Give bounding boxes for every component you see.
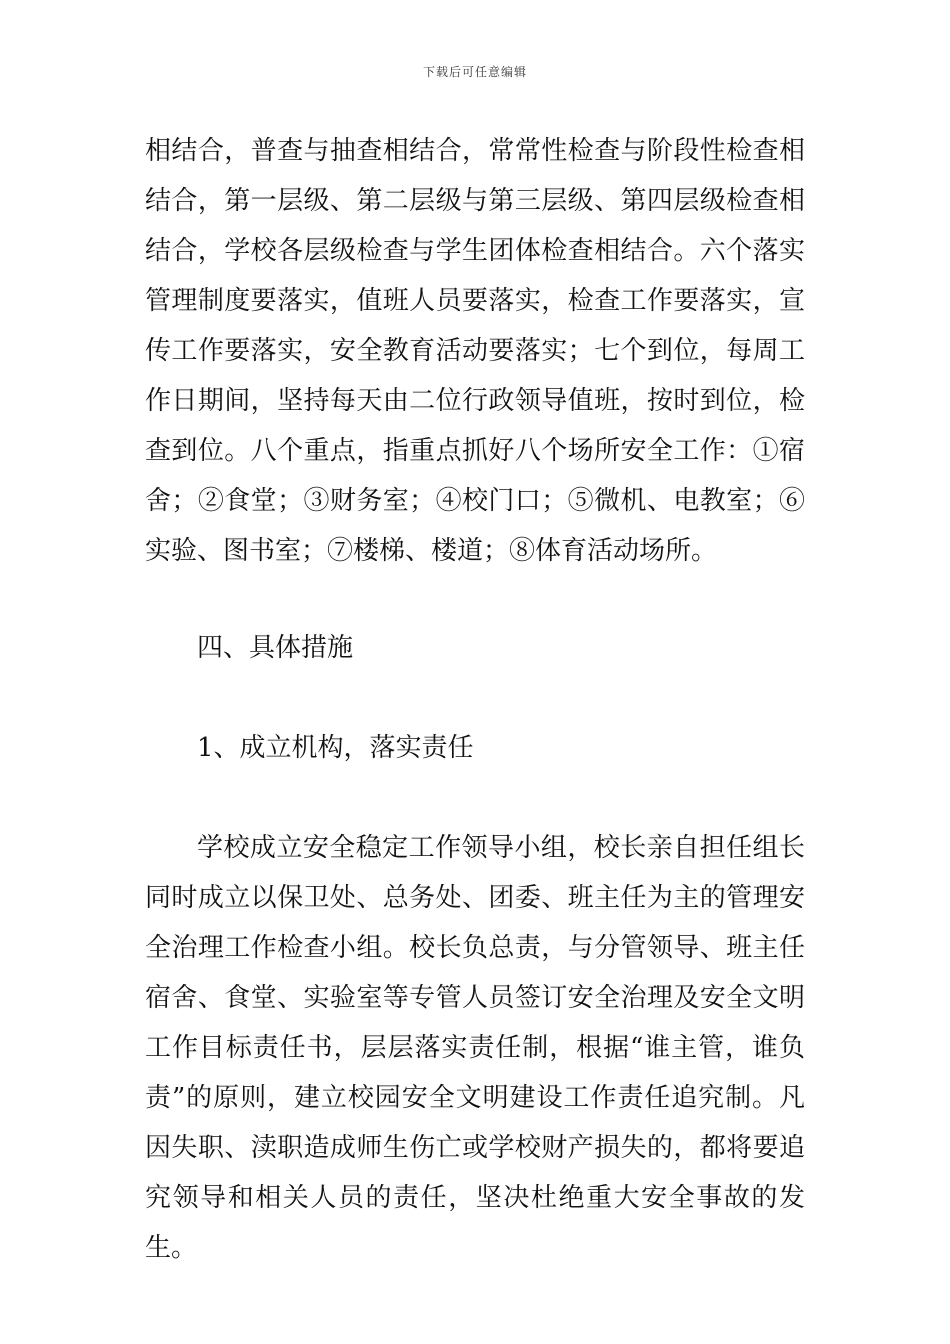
paragraph-continuation: 相结合，普查与抽查相结合，常常性检查与阶段性检查相结合，第一层级、第二层级与第三层级、第四层级检查相结合，学校各层级检查与学生团体检查相结合。六个落实管理制度要落实，值班人员要落实，检查工作要落实，宣传工作要落实，安全教育活动要落实；七个到位，每周工作日期间，坚持每天由二位行政领导值班，按时到位，检查到位。八个重点，指重点抓好八个场所安全工作：①宿舍；②食堂；③财务室；④校门口；⑤微机、电教室；⑥实验、图书室；⑦楼梯、楼道；⑧体育活动场所。 <box>145 136 805 566</box>
subsection-heading: 1、成立机构，落实责任 <box>197 733 474 763</box>
paragraph-continuation-block <box>145 126 805 576</box>
paragraph-body: 学校成立安全稳定工作领导小组，校长亲自担任组长同时成立以保卫处、总务处、团委、班主任为主的管理安全治理工作检查小组。校长负总责，与分管领导、班主任宿舍、食堂、实验室等专管人员签订安全治理及安全文明工作目标责任书，层层落实责任制，根据“谁主管，谁负责”的原则，建立校园安全文明建设工作责任追究制。凡因失职、渎职造成师生伤亡或学校财产损失的，都将要追究领导和相关人员的责任，坚决杜绝重大安全事故的发生。 <box>145 833 805 1263</box>
subsection-heading-block <box>145 723 805 773</box>
page-header-note: 下载后可任意编辑 <box>422 65 527 79</box>
section-heading-block <box>145 623 805 673</box>
section-heading: 四、具体措施 <box>197 633 354 663</box>
paragraph-body-block <box>145 823 805 1273</box>
